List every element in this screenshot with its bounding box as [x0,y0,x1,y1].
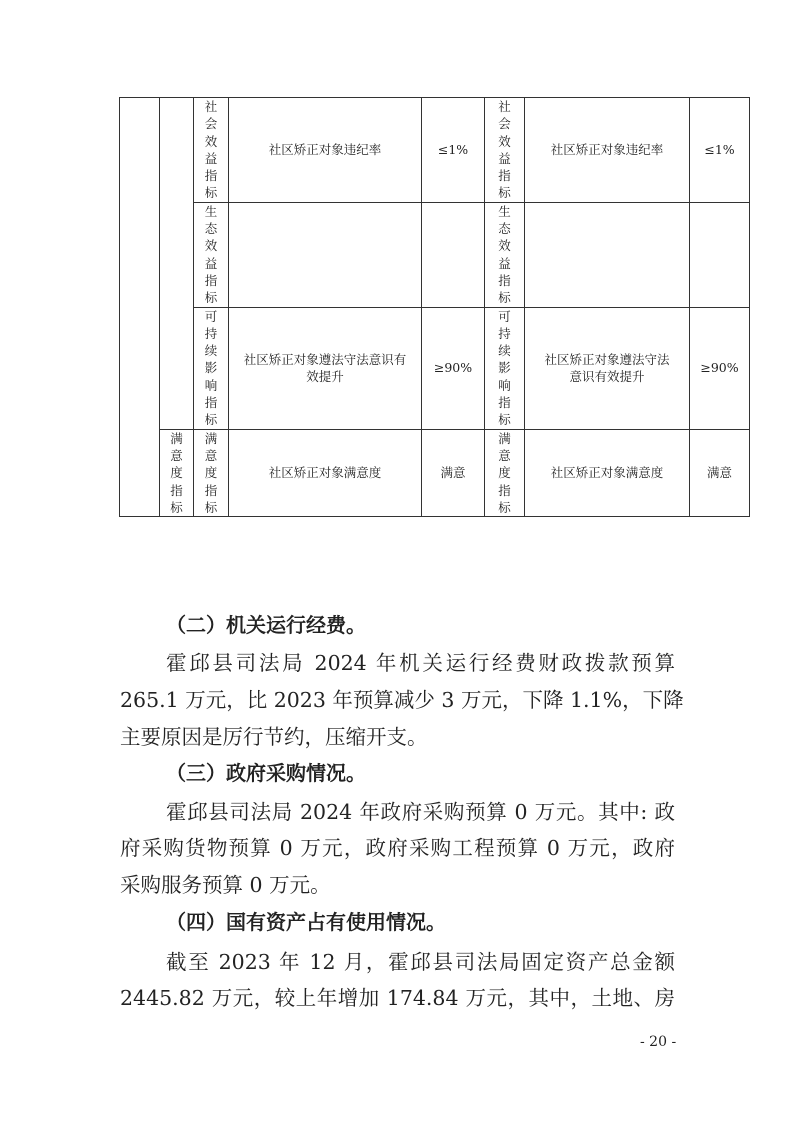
indicator-item-cell: 社区矫正对象满意度 [525,429,690,516]
section-heading: （四）国有资产占有使用情况。 [166,910,446,934]
sub-indicator-cell: 可持续影响指标 [485,307,525,429]
indicator-value-cell: ≤1% [422,98,485,203]
indicator-value-cell: ≥90% [422,307,485,429]
indicator-item-cell [229,202,422,307]
indicator-value-cell: ≥90% [690,307,750,429]
table-row [120,98,750,203]
indicator-value-cell: 满意 [422,429,485,516]
indicator-item-cell: 社区矫正对象满意度 [229,429,422,516]
page-number: - 20 - [640,1034,677,1050]
table-row [120,202,750,307]
table-row [120,429,750,516]
sub-indicator-cell: 社会效益指标 [194,98,229,203]
paragraph-line: 采购服务预算 0 万元。 [120,873,331,897]
indicator-value-cell [422,202,485,307]
indicator-item-cell: 社区矫正对象遵法守法意识有效提升 [525,307,690,429]
paragraph-line: 主要原因是厉行节约，压缩开支。 [120,725,428,749]
paragraph-line: 府采购货物预算 0 万元，政府采购工程预算 0 万元，政府 [120,836,675,860]
paragraph-line: 霍邱县司法局 2024 年政府采购预算 0 万元。其中: 政 [166,800,675,824]
indicator-value-cell [690,202,750,307]
category-cell [160,98,194,430]
indicator-item-cell: 社区矫正对象违纪率 [229,98,422,203]
sub-indicator-cell: 社会效益指标 [485,98,525,203]
paragraph-line: 截至 2023 年 12 月，霍邱县司法局固定资产总金额 [166,950,675,974]
indicator-value-cell: ≤1% [690,98,750,203]
indicator-item-cell: 社区矫正对象遵法守法意识有效提升 [229,307,422,429]
paragraph-line: 2445.82 万元，较上年增加 174.84 万元，其中，土地、房 [120,986,675,1010]
performance-indicator-table [119,97,750,517]
indicator-value-cell: 满意 [690,429,750,516]
section-heading: （二）机关运行经费。 [166,613,366,637]
sub-indicator-cell: 生态效益指标 [194,202,229,307]
category-cell: 满意度指标 [160,429,194,516]
table-row [120,307,750,429]
paragraph-line: 霍邱县司法局 2024 年机关运行经费财政拨款预算 [166,651,675,675]
sub-indicator-cell: 生态效益指标 [485,202,525,307]
sub-indicator-cell: 满意度指标 [194,429,229,516]
sub-indicator-cell: 满意度指标 [485,429,525,516]
indicator-item-cell: 社区矫正对象违纪率 [525,98,690,203]
indicator-item-cell [525,202,690,307]
category-cell [120,98,160,517]
paragraph-line: 265.1 万元，比 2023 年预算减少 3 万元，下降 1.1%，下降 [120,688,684,712]
section-heading: （三）政府采购情况。 [166,761,366,785]
sub-indicator-cell: 可持续影响指标 [194,307,229,429]
